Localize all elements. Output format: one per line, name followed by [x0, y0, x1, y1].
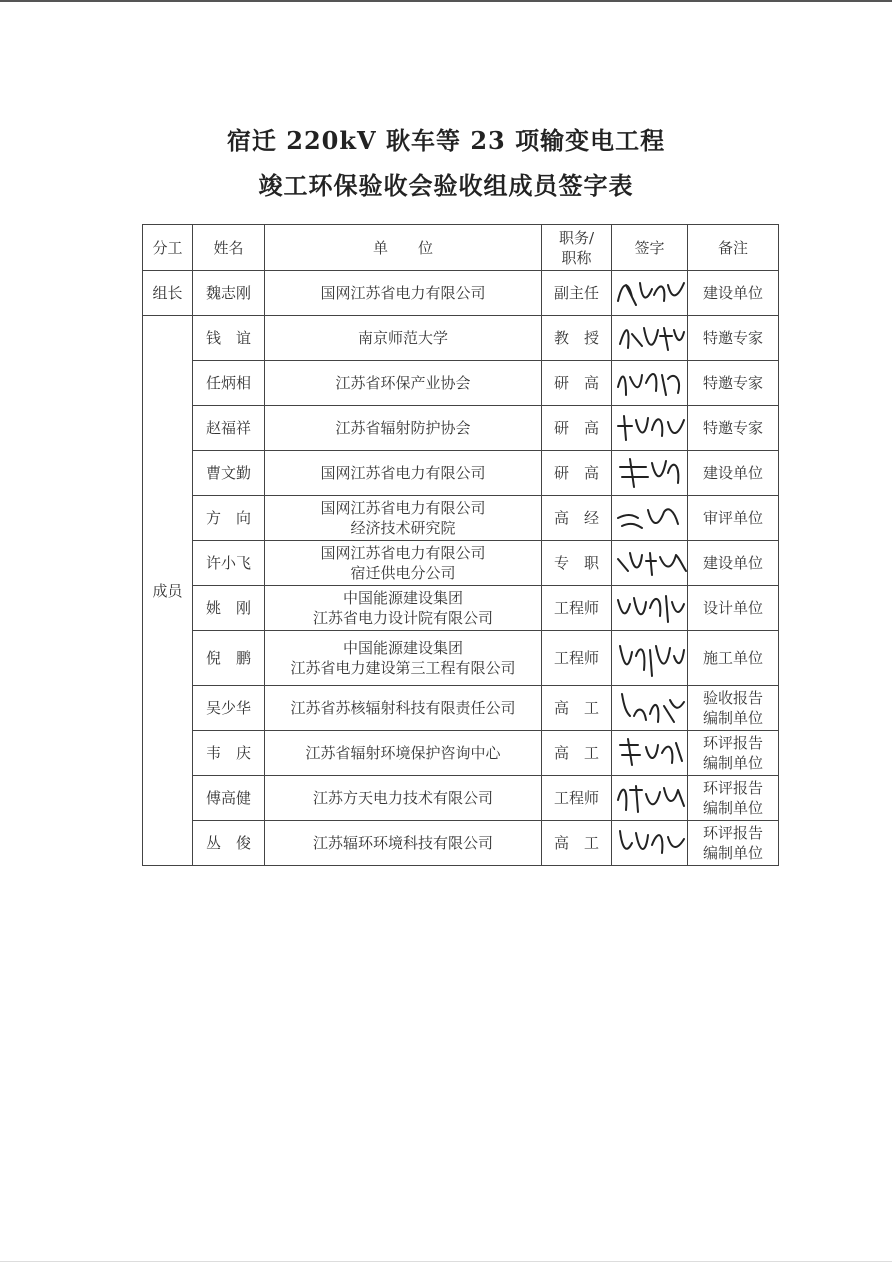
table-row — [143, 496, 779, 541]
handwritten-signature — [612, 316, 688, 360]
handwritten-signature — [612, 361, 688, 405]
note-cell: 环评报告 编制单位 — [688, 821, 779, 866]
note-cell: 建设单位 — [688, 271, 779, 316]
handwritten-signature — [612, 636, 688, 680]
signature-cell — [612, 631, 688, 686]
header-name: 姓名 — [193, 225, 265, 271]
signature-cell — [612, 451, 688, 496]
name-cell: 韦 庆 — [193, 731, 265, 776]
header-title: 职务/ 职称 — [542, 225, 612, 271]
name-cell: 吴少华 — [193, 686, 265, 731]
name-cell: 傅高健 — [193, 776, 265, 821]
title-cell: 研 高 — [542, 406, 612, 451]
name-cell: 倪 鹏 — [193, 631, 265, 686]
table-body — [143, 271, 779, 866]
handwritten-signature — [612, 776, 688, 820]
title-cell: 工程师 — [542, 631, 612, 686]
handwritten-signature — [612, 451, 688, 495]
note-cell: 审评单位 — [688, 496, 779, 541]
note-cell: 特邀专家 — [688, 406, 779, 451]
unit-cell: 南京师范大学 — [265, 316, 542, 361]
name-cell: 曹文勤 — [193, 451, 265, 496]
unit-cell: 江苏省苏核辐射科技有限责任公司 — [265, 686, 542, 731]
name-cell: 任炳相 — [193, 361, 265, 406]
table-header-row — [143, 225, 779, 271]
role-cell: 组长 — [143, 271, 193, 316]
unit-cell: 中国能源建设集团 江苏省电力建设第三工程有限公司 — [265, 631, 542, 686]
header-unit: 单 位 — [265, 225, 542, 271]
title-cell: 工程师 — [542, 586, 612, 631]
name-cell: 方 向 — [193, 496, 265, 541]
signature-cell — [612, 776, 688, 821]
table-row — [143, 686, 779, 731]
unit-cell: 国网江苏省电力有限公司 — [265, 271, 542, 316]
title-cell: 副主任 — [542, 271, 612, 316]
table-row — [143, 316, 779, 361]
unit-cell: 国网江苏省电力有限公司 — [265, 451, 542, 496]
role-cell: 成员 — [143, 316, 193, 866]
table-row — [143, 731, 779, 776]
signature-cell — [612, 406, 688, 451]
note-cell: 设计单位 — [688, 586, 779, 631]
signature-cell — [612, 541, 688, 586]
unit-cell: 中国能源建设集团 江苏省电力设计院有限公司 — [265, 586, 542, 631]
signature-table — [142, 224, 779, 866]
name-cell: 魏志刚 — [193, 271, 265, 316]
page-top-border — [0, 0, 892, 2]
signature-cell — [612, 586, 688, 631]
table-row — [143, 631, 779, 686]
title-cell: 工程师 — [542, 776, 612, 821]
table-row — [143, 271, 779, 316]
handwritten-signature — [612, 686, 688, 730]
note-cell: 环评报告 编制单位 — [688, 731, 779, 776]
title-cell: 高 工 — [542, 686, 612, 731]
title-cell: 高 经 — [542, 496, 612, 541]
title-cell: 研 高 — [542, 451, 612, 496]
header-sign: 签字 — [612, 225, 688, 271]
table-row — [143, 821, 779, 866]
signature-cell — [612, 496, 688, 541]
signature-cell — [612, 271, 688, 316]
title-cell: 高 工 — [542, 821, 612, 866]
signature-cell — [612, 821, 688, 866]
note-cell: 施工单位 — [688, 631, 779, 686]
unit-cell: 江苏省环保产业协会 — [265, 361, 542, 406]
unit-cell: 国网江苏省电力有限公司 经济技术研究院 — [265, 496, 542, 541]
unit-cell: 江苏方天电力技术有限公司 — [265, 776, 542, 821]
handwritten-signature — [612, 271, 688, 315]
title-cell: 研 高 — [542, 361, 612, 406]
handwritten-signature — [612, 821, 688, 865]
table-row — [143, 361, 779, 406]
table-row — [143, 586, 779, 631]
unit-cell: 国网江苏省电力有限公司 宿迁供电分公司 — [265, 541, 542, 586]
unit-cell: 江苏省辐射环境保护咨询中心 — [265, 731, 542, 776]
name-cell: 钱 谊 — [193, 316, 265, 361]
name-cell: 丛 俊 — [193, 821, 265, 866]
note-cell: 特邀专家 — [688, 316, 779, 361]
title-cell: 专 职 — [542, 541, 612, 586]
unit-cell: 江苏辐环环境科技有限公司 — [265, 821, 542, 866]
title-cell: 高 工 — [542, 731, 612, 776]
document-title-line-1: 宿迁 220kV 耿车等 23 项输变电工程 — [226, 126, 666, 155]
handwritten-signature — [612, 731, 688, 775]
table-row — [143, 451, 779, 496]
header-note: 备注 — [688, 225, 779, 271]
note-cell: 环评报告 编制单位 — [688, 776, 779, 821]
table-row — [143, 406, 779, 451]
name-cell: 姚 刚 — [193, 586, 265, 631]
handwritten-signature — [612, 406, 688, 450]
note-cell: 特邀专家 — [688, 361, 779, 406]
signature-cell — [612, 686, 688, 731]
document-title-line-2: 竣工环保验收会验收组成员签字表 — [258, 171, 634, 200]
note-cell: 建设单位 — [688, 541, 779, 586]
note-cell: 验收报告 编制单位 — [688, 686, 779, 731]
signature-cell — [612, 316, 688, 361]
header-role: 分工 — [143, 225, 193, 271]
unit-cell: 江苏省辐射防护协会 — [265, 406, 542, 451]
title-cell: 教 授 — [542, 316, 612, 361]
note-cell: 建设单位 — [688, 451, 779, 496]
handwritten-signature — [612, 541, 688, 585]
name-cell: 许小飞 — [193, 541, 265, 586]
signature-cell — [612, 361, 688, 406]
handwritten-signature — [612, 496, 688, 540]
signature-cell — [612, 731, 688, 776]
handwritten-signature — [612, 586, 688, 630]
name-cell: 赵福祥 — [193, 406, 265, 451]
table-row — [143, 776, 779, 821]
table-row — [143, 541, 779, 586]
